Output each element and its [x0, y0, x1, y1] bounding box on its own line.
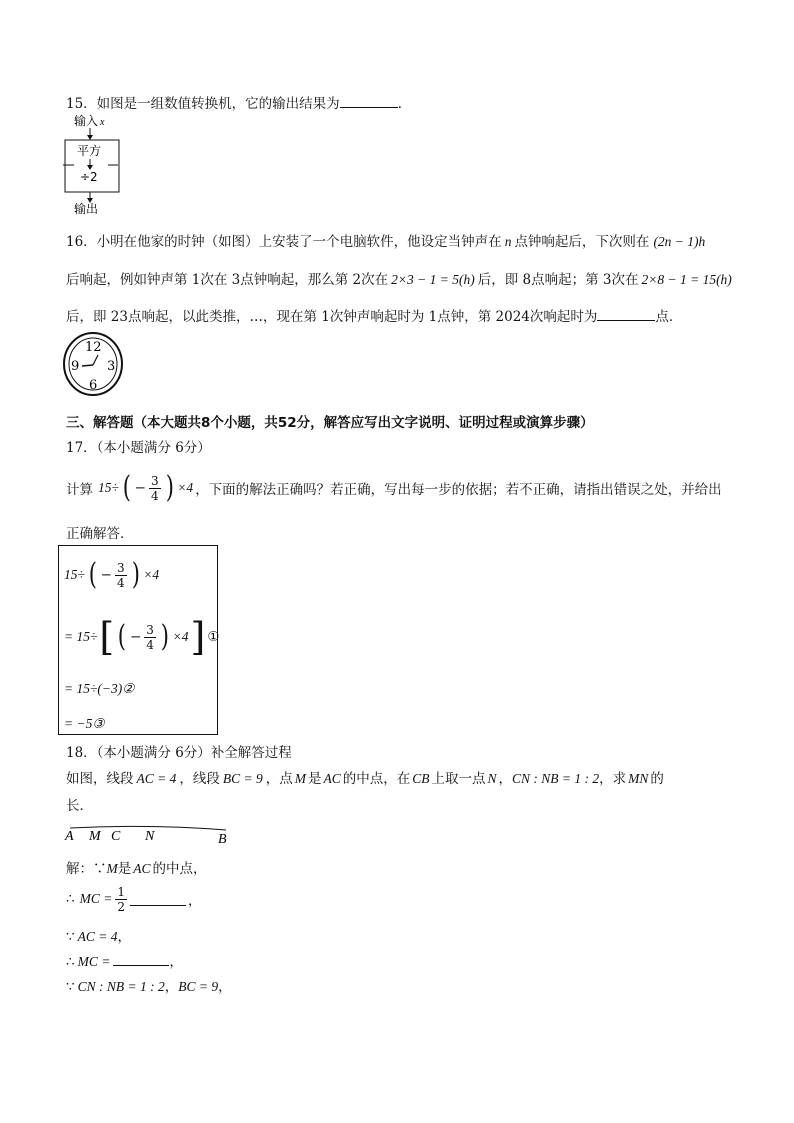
q16-line3: 后，即 23点响起，以此类推，…，现在第 1次钟声响起时为 1点钟，第 2024次响起时为 点． — [66, 309, 683, 325]
q18-sol-4: ∴ MC = ， — [66, 954, 183, 970]
q17-label: 17．（本小题满分 6分） — [66, 440, 211, 456]
q16-line1: 16．小明在他家的时钟（如图）上安装了一个电脑软件，他设定当钟声在 n 点钟响起后，下次则在 (2n − 1)h — [66, 234, 706, 250]
point-M: M — [89, 829, 101, 844]
point-N: N — [145, 829, 155, 844]
q16-line2: 后响起，例如钟声第 1次在 3点钟响起，那么第 2次在 2×3 − 1 = 5(h) 后，即 8点响起；第 3次在 2×8 − 1 = 15(h) — [66, 272, 732, 288]
q18-sol-5: ∵ CN : NB = 1 : 2，BC = 9， — [66, 979, 232, 995]
q18-sol-3: ∵ AC = 4， — [66, 929, 131, 945]
flow-output-label: 输出 — [74, 202, 99, 215]
q15-text: 15．如图是一组数值转换机，它的输出结果为 ． — [66, 96, 412, 112]
q18-line2: 长． — [66, 798, 93, 814]
q18-label: 18．（本小题满分 6分）补全解答过程 — [66, 745, 292, 761]
q18-sol-1: 解：∵M是 AC 的中点， — [66, 861, 207, 877]
clock-number-6: 6 — [89, 378, 98, 393]
q17-step-1: = 15÷ [ ( − $\frac{3}{4}$ ) ×4 ] ① — [64, 615, 220, 659]
q16-answer-blank[interactable] — [597, 308, 655, 321]
q17-prompt-cont: 正确解答． — [66, 526, 134, 542]
q17-step-0: 15÷ ( − $\frac{3}{4}$ ) ×4 — [64, 557, 160, 592]
q16-clock-figure — [62, 331, 124, 397]
q18-segment-figure — [60, 818, 240, 846]
clock-hour-hand — [82, 365, 93, 366]
flow-step-square: 平方 — [77, 144, 102, 158]
flow-input-label: 输入 — [74, 114, 99, 128]
q17-step-2: = 15÷(−3)② — [64, 681, 135, 696]
clock-minute-hand — [93, 355, 98, 365]
section3-heading: 三、解答题（本大题共8个小题，共52分，解答应写出文字说明、证明过程或演算步骤） — [66, 415, 594, 431]
q18-blank-2[interactable] — [113, 953, 169, 966]
flow-step-divide: ÷2 — [80, 170, 98, 184]
flow-input-var: x — [100, 117, 105, 128]
clock-number-12: 12 — [85, 340, 102, 355]
q15-flow-diagram — [60, 113, 140, 215]
q18-sol-2: ∴ MC = $\frac{1}{2}$ ， — [66, 884, 202, 914]
point-B: B — [218, 832, 227, 846]
clock-number-3: 3 — [107, 359, 116, 374]
q17-step-3: = −5③ — [64, 716, 105, 731]
q17-prompt-fraction: $\frac{3}{4}$ — [150, 473, 159, 503]
point-C: C — [111, 829, 121, 844]
q15-answer-blank[interactable] — [340, 95, 398, 108]
q18-blank-1[interactable] — [130, 893, 186, 906]
clock-number-9: 9 — [71, 359, 80, 374]
q18-line1: 如图，线段 AC = 4 ，线段 BC = 9 ，点 M 是 AC 的中点，在 CB 上取一点 N ，CN : NB = 1 : 2，求 MN 的 — [66, 771, 664, 787]
q17-prompt: 计算 15÷ ( − $\frac{3}{4}$ ) ×4 ，下面的解法正确吗？若正确，写出每一步的依据；若不正确，请指出错误之处，并给出 — [66, 470, 722, 505]
point-A: A — [65, 829, 74, 844]
